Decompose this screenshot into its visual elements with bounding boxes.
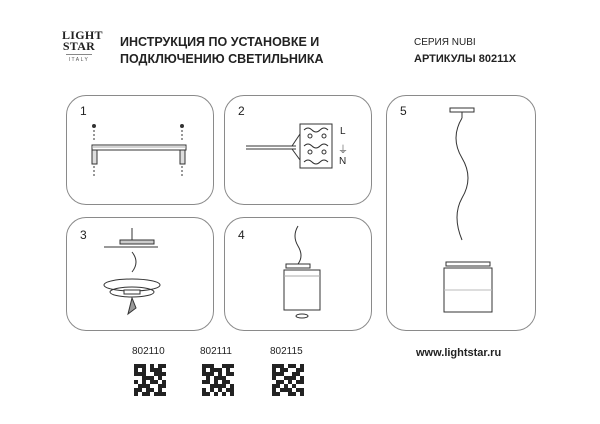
article-code-3: 802115 [270,346,303,357]
title-line-2: ПОДКЛЮЧЕНИЮ СВЕТИЛЬНИКА [120,52,324,66]
series-name: СЕРИЯ NUBI [414,37,476,48]
pendant-drawing [284,226,320,318]
step-number-5: 5 [400,104,407,118]
terminal-label-l: L [340,126,346,137]
website-link[interactable]: www.lightstar.ru [416,347,502,359]
qr-code-3 [272,364,304,396]
logo-text-star: STAR [62,39,96,53]
step-number-4: 4 [238,228,245,242]
terminal-label-n: N [339,156,347,167]
step-number-3: 3 [80,228,87,242]
terminal-block-drawing [246,124,332,168]
mounting-bracket-drawing [92,125,186,179]
qr-code-2 [202,364,234,396]
logo-text-light: LIGHT [62,28,103,42]
canopy-assembly-drawing [104,228,160,314]
article-code-1: 802110 [132,346,165,357]
finished-lamp-drawing [444,108,492,312]
article-code-2: 802111 [200,346,232,357]
logo-text-italy: ITALY [68,57,90,63]
step-number-2: 2 [238,104,245,118]
step-number-1: 1 [80,104,87,118]
terminal-label-ground: ⏚ [338,145,348,156]
article-numbers: АРТИКУЛЫ 80211X [414,53,517,65]
title-line-1: ИНСТРУКЦИЯ ПО УСТАНОВКЕ И [120,35,320,49]
qr-code-1 [134,364,166,396]
